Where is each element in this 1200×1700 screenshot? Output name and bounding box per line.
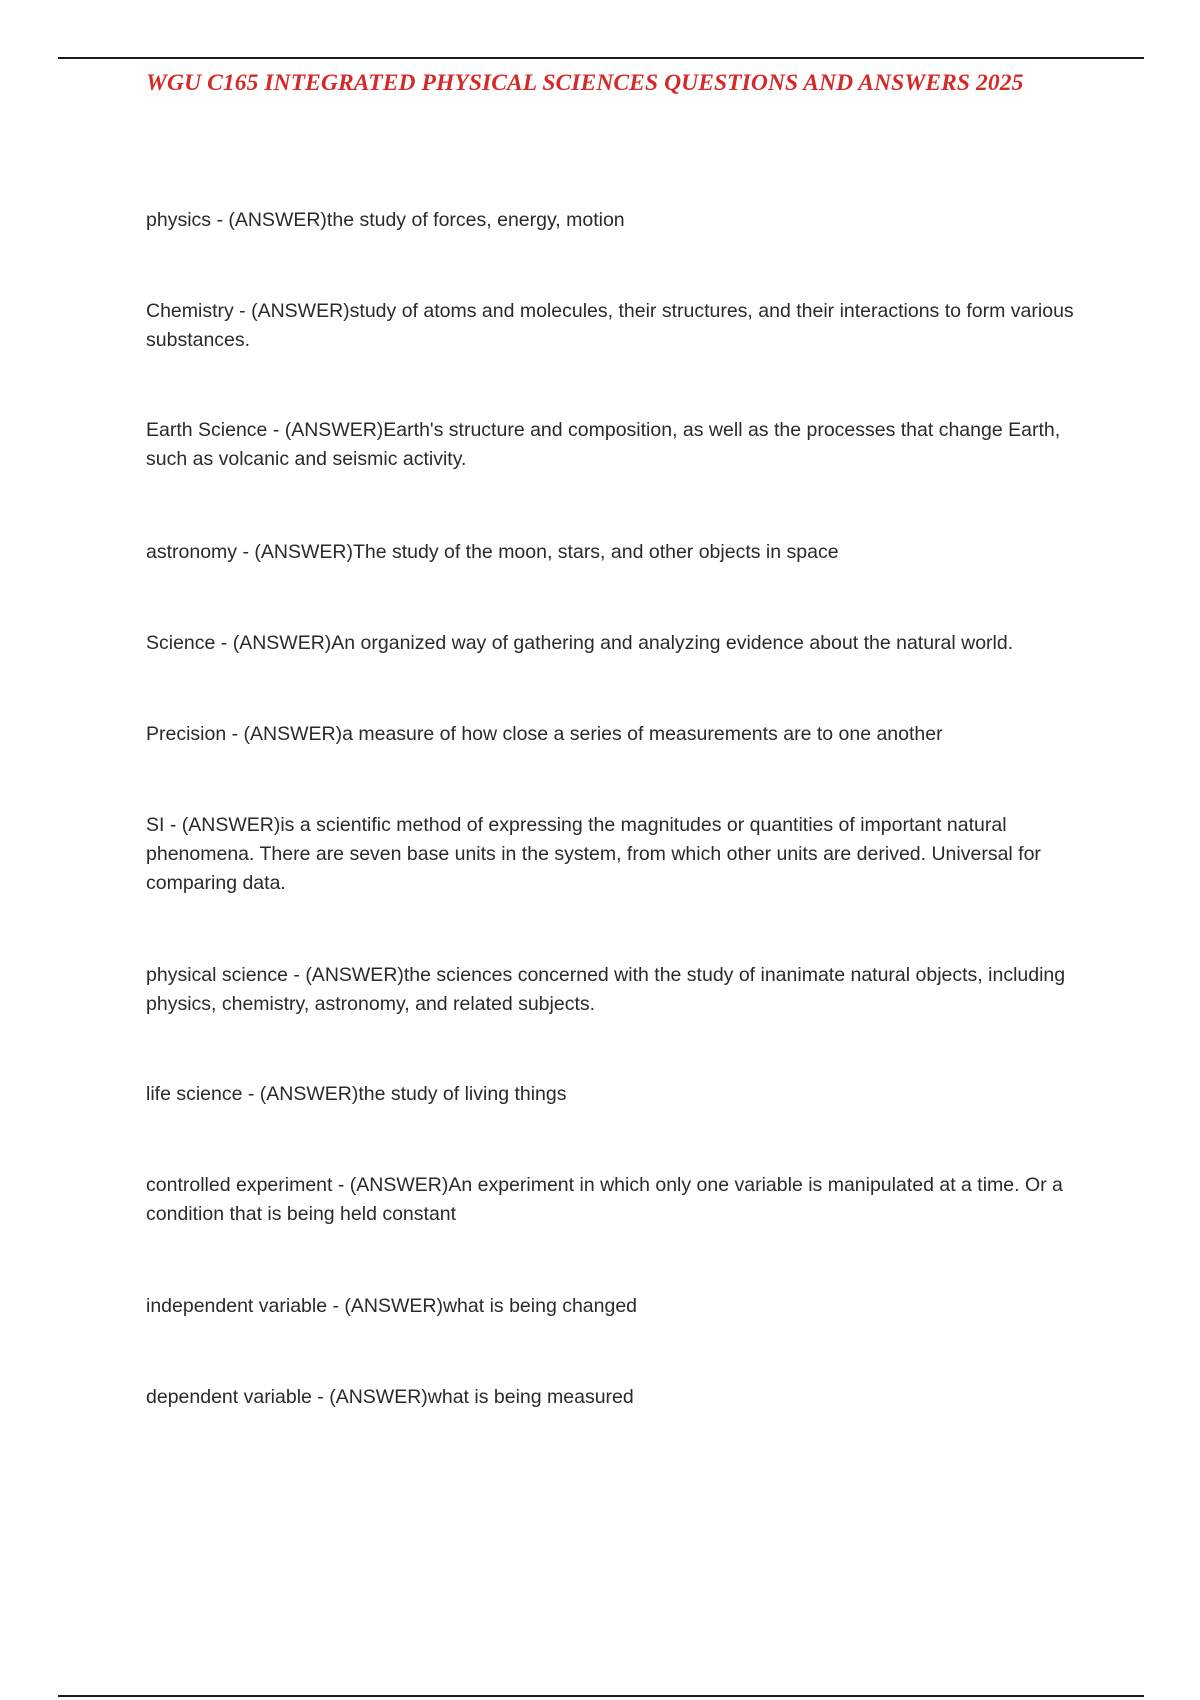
document-title: WGU C165 INTEGRATED PHYSICAL SCIENCES QUESTIONS AND ANSWERS 2025 [146,70,1024,96]
qa-item: physics - (ANSWER)the study of forces, energy, motion [146,209,625,231]
qa-item: Precision - (ANSWER)a measure of how close a series of measurements are to one another [146,723,943,745]
qa-item: Science - (ANSWER)An organized way of gathering and analyzing evidence about the natural world. [146,632,1014,654]
qa-item: controlled experiment - (ANSWER)An experiment in which only one variable is manipulated at a time. Or a condition that is being held constant [146,1174,1063,1225]
bottom-rule [58,1695,1144,1697]
qa-item: independent variable - (ANSWER)what is being changed [146,1295,638,1317]
qa-item: SI - (ANSWER)is a scientific method of expressing the magnitudes or quantities of important natural phenomena. There are seven base units in the system, from which other units are derived. Universal for comparing data. [146,814,1041,894]
qa-item: Chemistry - (ANSWER)study of atoms and molecules, their structures, and their interactions to form various substances. [146,300,1074,351]
qa-item: life science - (ANSWER)the study of living things [146,1083,567,1105]
qa-item: Earth Science - (ANSWER)Earth's structure and composition, as well as the processes that change Earth, such as volcanic and seismic activity. [146,419,1061,470]
qa-item: astronomy - (ANSWER)The study of the moon, stars, and other objects in space [146,541,839,563]
qa-item: physical science - (ANSWER)the sciences concerned with the study of inanimate natural objects, including physics, chemistry, astronomy, and related subjects. [146,964,1066,1015]
top-rule [58,57,1144,59]
qa-item: dependent variable - (ANSWER)what is being measured [146,1386,634,1408]
